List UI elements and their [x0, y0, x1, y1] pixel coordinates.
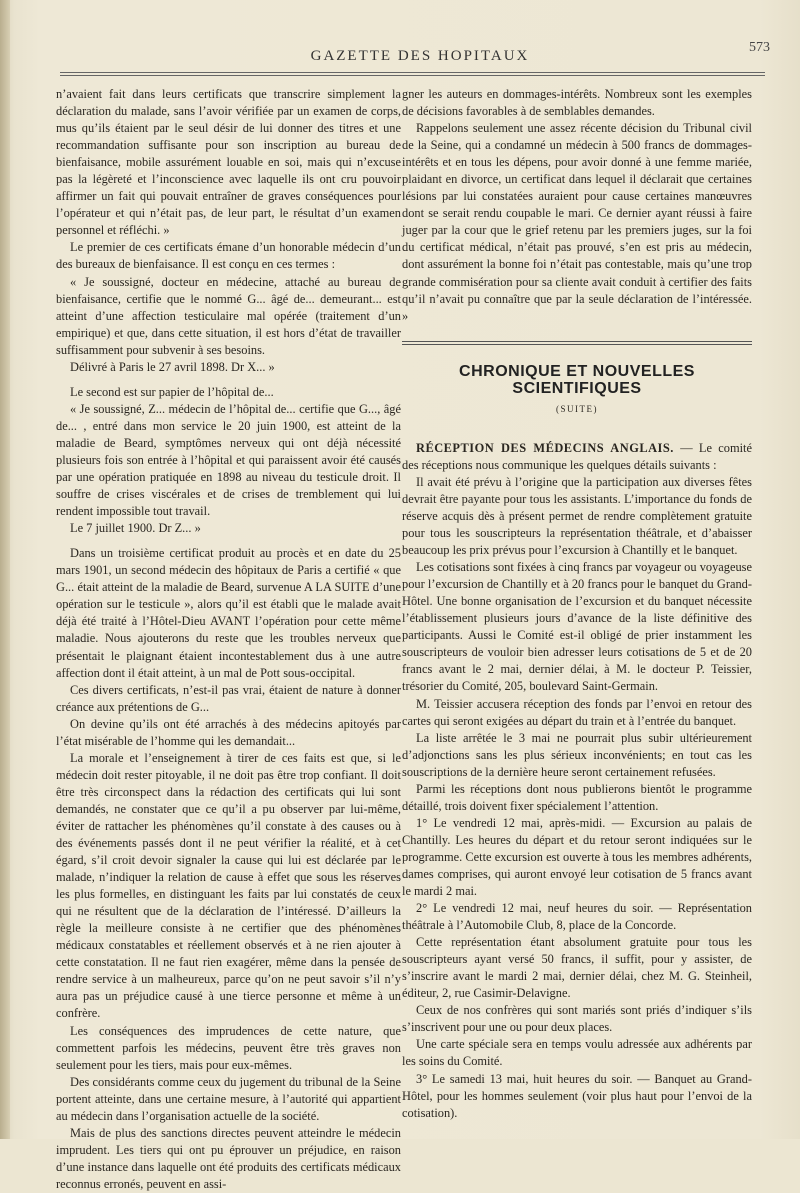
- paragraph: Parmi les réceptions dont nous publierons bientôt le programme détaillé, trois doivent fixer spécialement l’attention.: [402, 781, 752, 813]
- paragraph: M. Teissier accusera réception des fonds par l’envoi en retour des cartes qui seront exigées au départ du train et à l’entrée du banquet.: [402, 696, 752, 728]
- paragraph: Cette représentation étant absolument gratuite pour tous les souscripteurs ayant versé 50 francs, il suffit, pour y assister, de s’inscrire avant le mardi 2 mai, dernier délai, chez M. G. Steinheil, éditeur, 2, rue Casimir-Delavigne.: [402, 935, 752, 1001]
- paragraph: Le second est sur papier de l’hôpital de...: [70, 384, 274, 399]
- paragraph: La liste arrêtée le 3 mai ne pourrait plus subir ultérieurement d’adjonctions sans les plus sérieux inconvénients; en tout cas les souscriptions de la dernière heure seront certainement refusées.: [402, 730, 752, 779]
- programme-item: 1° Le vendredi 12 mai, après-midi. — Excursion au palais de Chantilly. Les heures du départ et du retour seront indiquées sur le programme. Cette excursion est ouverte à tous les membres adhérents, dames comprises, qui auront envoyé leur cotisation de 5 francs avant le mardi 2 mai.: [402, 815, 752, 899]
- article-heading: RÉCEPTION DES MÉDECINS ANGLAIS.: [416, 440, 674, 455]
- header-rule: [60, 72, 765, 76]
- paragraph: Le premier de ces certificats émane d’un honorable médecin d’un des bureaux de bienfaisance. Il est conçu en ces termes :: [56, 240, 401, 272]
- section-divider: [402, 341, 752, 345]
- paragraph: Dans un troisième certificat produit au procès et en date du 25 mars 1901, un second médecin des hôpitaux de Paris a certifié « que G... était atteint de la maladie de Beard, survenue A LA SUITE d’une opération sur le testicule », alors qu’il est établi que le malade avait déjà été traité à l’Hôtel-Dieu AVANT l’opération pour cette même maladie. Nous ajouterons du reste que les troubles nerveux que présentait le plaignant étaient incontestablement dus à une autre affection dont il était atteint, à un mal de Pott sous-occipital.: [56, 546, 401, 680]
- paragraph: On devine qu’ils ont été arrachés à des médecins apitoyés par l’état misérable de l’homme qui les demandait...: [56, 716, 401, 748]
- paragraph: n’avaient fait dans leurs certificats que transcrire simplement la déclaration du malade, sans l’avoir vérifiée par un examen de corps, mus qu’ils étaient par le seul désir de lui donner des titres et une recommandation suffisante pour son inscription au bureau de bienfaisance, mobile assurément louable en soi, mais qui n’excuse pas la légèreté et l’inconscience avec laquelle ils ont cru pouvoir affirmer un fait qui pouvait entraîner de graves conséquences pour l’opérateur et qui n’était pas, de leur part, le résultat d’un examen personnel et réfléchi. »: [56, 87, 401, 238]
- paragraph: Une carte spéciale sera en temps voulu adressée aux adhérents par les soins du Comité.: [402, 1037, 752, 1069]
- quoted-certificate: « Je soussigné, docteur en médecine, attaché au bureau de bienfaisance, certifie que le nommé G... âgé de... demeurant... est atteint d’une affection testiculaire mal opérée (traitement d’un empirique) et que, dans cette situation, il est hors d’état de travailler suffisamment pour subvenir à ses besoins.: [56, 274, 401, 357]
- programme-item: 2° Le vendredi 12 mai, neuf heures du soir. — Représentation théâtrale à l’Automobile Club, 8, place de la Concorde.: [402, 901, 752, 933]
- paragraph: Rappelons seulement une assez récente décision du Tribunal civil de la Seine, qui a condamné un médecin à 500 francs de dommages-intérêts et en tous les dépens, pour avoir donné à une femme mariée, plaidant en divorce, un certificat dans lequel il déclarait que certaines lésions par lui constatées auraient pour cause certaines manœuvres dont se serait rendu coupable le mari. Ce dernier ayant réussi à faire juger par la cour que le grief retenu par les premiers juges, sur la foi du certificat médical, n’était pas prouvé, s’en est pris au médecin, dont assurément la bonne foi n’était pas contestable, mais qu’une trop grande commisération pour sa cliente avait conduit à certifier des faits qu’il n’avait pu connaître que par la seule déclaration de l’intéressée. »: [402, 121, 752, 323]
- paragraph: Ceux de nos confrères qui sont mariés sont priés d’indiquer s’ils s’inscrivent pour une ou pour deux places.: [402, 1003, 752, 1035]
- certificate-signature: Le 7 juillet 1900. Dr Z... »: [70, 521, 201, 536]
- quoted-certificate: « Je soussigné, Z... médecin de l’hôpital de... certifie que G..., âgé de... , entré dans mon service le 20 juin 1900, est atteint de la maladie de Beard, symptômes nerveux qui ont déjà nécessité plusieurs fois son entrée à l’hôpital et qui paraissent avoir été causés par une opération pratiquée en 1898 au niveau du testicule droit. Il souffre de crises viscérales et de crises de tremblement qui lui rendent impossible tout travail.: [56, 401, 401, 519]
- paragraph: gner les auteurs en dommages-intérêts. Nombreux sont les exemples de décisions favorables à de semblables demandes.: [402, 87, 752, 119]
- paragraph: Il avait été prévu à l’origine que la participation aux diverses fêtes devrait être payante pour tous les assistants. L’importance du fonds de réserve acquis dès à présent permet de rendre complètement gratuite pour tous les souscripteurs la représentation théâtrale, et d’abaisser beaucoup les prix prévus pour l’excursion à Chantilly et le banquet.: [402, 474, 752, 558]
- paragraph: La morale et l’enseignement à tirer de ces faits est que, si le médecin doit rester pitoyable, il ne doit pas être trop confiant. Il doit être très circonspect dans la rédaction des certificats qui lui sont demandés, ne constater que ce qu’il a pu observer par lui-même, éviter de rattacher les phénomènes qu’il constate à des causes ou à des événements passés dont il ne peut vérifier la réalité, et à cet égard, s’il croit devoir signaler la cause qui lui est déclarée par le malade, n’indiquer la relation de cause à effet que sous les réserves les plus formelles, en distinguant les faits par lui constatés de ceux qui ne résultent que de la déclaration de l’intéressé. D’ailleurs la règle la meilleure consiste à ne certifier que des phénomènes médicaux constatables et réellement observés et à ne rien ajouter à cette constatation. Il ne faut rien exagérer, même dans la pensée de rendre service à un malheureux, parce qu’on ne peut savoir s’il n’y aura pas un préjudice causé à une tierce personne et même à un confrère.: [56, 750, 401, 1021]
- right-column: [402, 86, 752, 1122]
- paragraph: Ces divers certificats, n’est-il pas vrai, étaient de nature à donner créance aux prétentions de G...: [56, 682, 401, 714]
- programme-item: 3° Le samedi 13 mai, huit heures du soir. — Banquet au Grand-Hôtel, pour les hommes seulement (voir plus haut pour l’envoi de la cotisation).: [402, 1071, 752, 1120]
- left-column: [56, 86, 401, 1193]
- paragraph: Les cotisations sont fixées à cinq francs par voyageur ou voyageuse pour l’excursion de Chantilly et à 20 francs pour le banquet du Grand-Hôtel. Une bonne organisation de l’excursion et du banquet nécessite l’établissement plusieurs jours d’avance de la liste définitive des participants. Aussi le Comité est-il obligé de prier instamment les souscripteurs de vouloir bien adresser leurs cotisations de 5 et de 20 francs avant le 2 mai, dernier délai, à M. le docteur P. Teissier, trésorier du Comité, 205, boulevard Saint-Germain.: [402, 560, 752, 694]
- section-lead-paragraph: [402, 440, 752, 474]
- section-subtitle: (SUITE): [556, 403, 598, 414]
- section-title: CHRONIQUE ET NOUVELLES SCIENTIFIQUES: [459, 362, 695, 397]
- paragraph: Mais de plus des sanctions directes peuvent atteindre le médecin imprudent. Les tiers qui ont pu éprouver un préjudice, en raison d’une instance dans laquelle ont été produits des certificats médicaux reconnus erronés, peuvent en assi-: [56, 1125, 401, 1191]
- paragraph: Des considérants comme ceux du jugement du tribunal de la Seine portent atteinte, dans une certaine mesure, à l’autorité qui appartient au médecin dans l’organisation actuelle de la société.: [56, 1074, 401, 1123]
- paragraph: Les conséquences des imprudences de cette nature, que commettent parfois les médecins, peuvent être très graves non seulement pour les tiers, mais pour eux-mêmes.: [56, 1023, 401, 1072]
- page-spine-shadow: [0, 0, 10, 1139]
- page-number: 573: [749, 40, 770, 55]
- journal-title: GAZETTE DES HOPITAUX: [310, 48, 530, 64]
- certificate-signature: Délivré à Paris le 27 avril 1898. Dr X... »: [70, 359, 275, 374]
- article-lead-text: — Le comité des réceptions nous communique les quelques détails suivants :: [402, 440, 752, 472]
